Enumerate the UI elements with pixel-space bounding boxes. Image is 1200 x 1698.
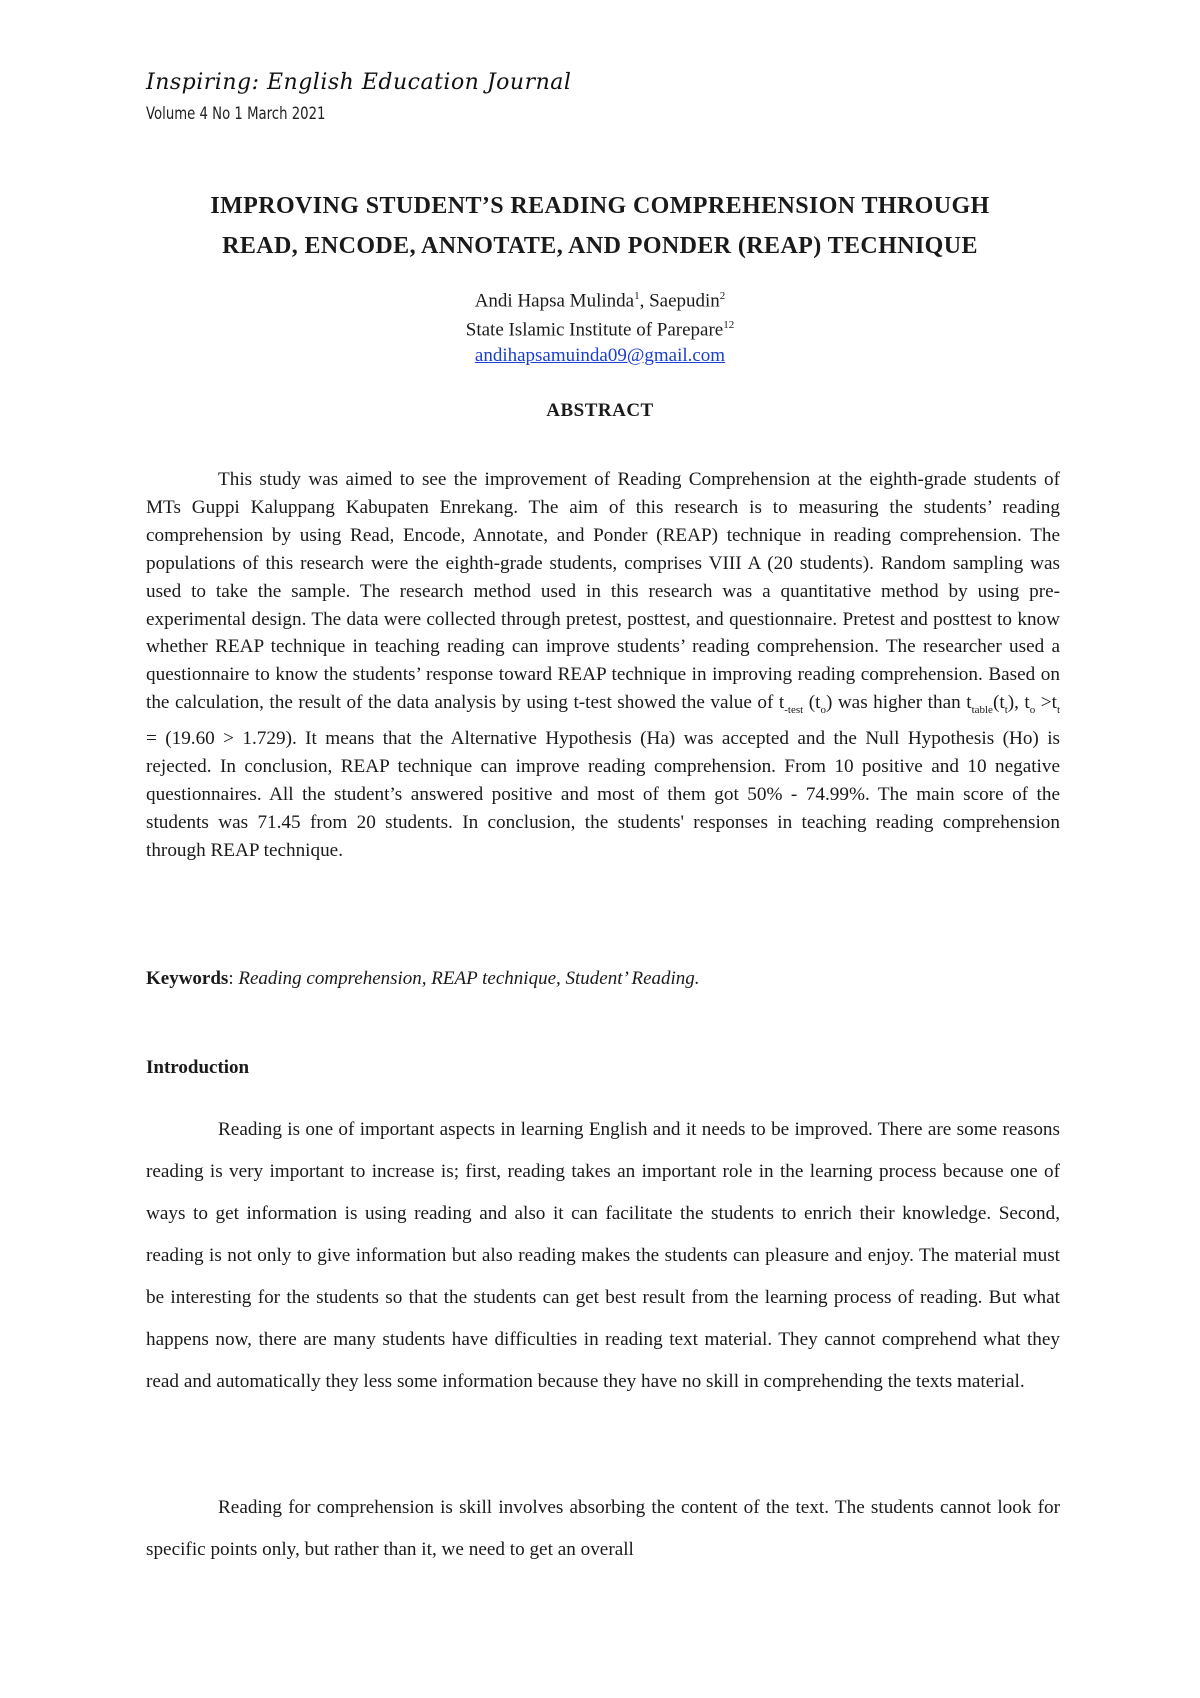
abstract-sub-test: -test — [784, 704, 804, 717]
author-1-affiliation: 1 — [634, 290, 640, 302]
introduction-paragraph-1: Reading is one of important aspects in learning English and it needs to be improved. There are some reasons reading is very important to increase is; first, reading takes an important role in the learning process because one of ways to get information is using reading and also it can facilitate the students to enrich their knowledge. Second, reading is not only to give information but also reading makes the students can pleasure and enjoy. The material must be interesting for the students so that the students can get best result from the learning process of reading. But what happens now, there are many students have difficulties in reading text material. They cannot comprehend what they read and automatically they less some information because they have no skill in comprehending the texts material. — [146, 1119, 1060, 1392]
paper-title — [120, 186, 1080, 266]
abstract-text-2: (t — [803, 692, 821, 714]
abstract-heading: ABSTRACT — [546, 400, 654, 421]
keywords-line — [146, 968, 1060, 990]
paper-title-line-2: READ, ENCODE, ANNOTATE, AND PONDER (REAP) TECHNIQUE — [222, 233, 978, 259]
author-separator: , — [639, 290, 650, 312]
abstract-text-1: This study was aimed to see the improvement of Reading Comprehension at the eighth-grade students of MTs Guppi Kaluppang Kabupaten Enrekang. The aim of this research is to measuring the students’ reading comprehension by using Read, Encode, Annotate, and Ponder (REAP) technique in reading comprehension. The populations of this research were the eighth-grade students, comprises VIII A (20 students). Random sampling was used to take the sample. The research method used in this research was a quantitative method by using pre-experimental design. The data were collected through pretest, posttest, and questionnaire. Pretest and posttest to know whether REAP technique in teaching reading can improve students’ reading comprehension. The researcher used a questionnaire to know the students’ response toward REAP technique in improving reading comprehension. Based on the calculation, the result of the data analysis by using t-test showed the value of t — [146, 469, 1060, 714]
keywords-label: Keywords — [146, 968, 229, 989]
journal-volume: Volume 4 No 1 March 2021 — [146, 104, 326, 124]
author-names — [300, 284, 900, 313]
keywords-list: Reading comprehension, REAP technique, Student’ Reading. — [238, 968, 700, 989]
paper-title-line-1: IMPROVING STUDENT’S READING COMPREHENSION THROUGH — [210, 193, 990, 219]
abstract-sub-o2: o — [1029, 704, 1036, 717]
abstract-text-6: >t — [1035, 692, 1057, 714]
institution-affiliation: 12 — [723, 319, 735, 332]
abstract-text-5: ), t — [1007, 692, 1030, 714]
abstract-sub-table: table — [971, 704, 993, 717]
abstract-sub-t1: t — [1004, 704, 1008, 717]
keywords-colon: : — [228, 968, 239, 989]
abstract-body — [146, 466, 1060, 865]
author-block — [300, 284, 900, 368]
abstract-text-7: = (19.60 > 1.729). It means that the Alternative Hypothesis (Ha) was accepted and the Null Hypothesis (Ho) is rejected. In conclusion, REAP technique can improve reading comprehension. From 10 positive and 10 negative questionnaires. All the student’s answered positive and most of them got 50% - 74.99%. The main score of the students was 71.45 from 20 students. In conclusion, the students' responses in teaching reading comprehension through REAP technique. — [146, 727, 1060, 861]
abstract-text-3: ) was higher than t — [825, 692, 972, 714]
author-email-link[interactable]: andihapsamuinda09@gmail.com — [474, 344, 726, 366]
institution — [300, 313, 900, 342]
author-email-line — [300, 343, 900, 368]
abstract-sub-o1: o — [820, 704, 826, 717]
author-2: Saepudin — [649, 290, 720, 312]
introduction-heading: Introduction — [146, 1057, 250, 1078]
journal-name: Inspiring: English Education Journal — [146, 70, 572, 95]
abstract-sub-t2: t — [1056, 704, 1060, 717]
introduction-paragraph-2: Reading for comprehension is skill involves absorbing the content of the text. The students cannot look for specific points only, but rather than it, we need to get an overall — [146, 1497, 1060, 1560]
author-2-affiliation: 2 — [719, 290, 726, 302]
author-1: Andi Hapsa Mulinda — [474, 290, 635, 312]
institution-name: State Islamic Institute of Parepare — [465, 319, 724, 341]
abstract-text-4: (t — [992, 692, 1005, 714]
